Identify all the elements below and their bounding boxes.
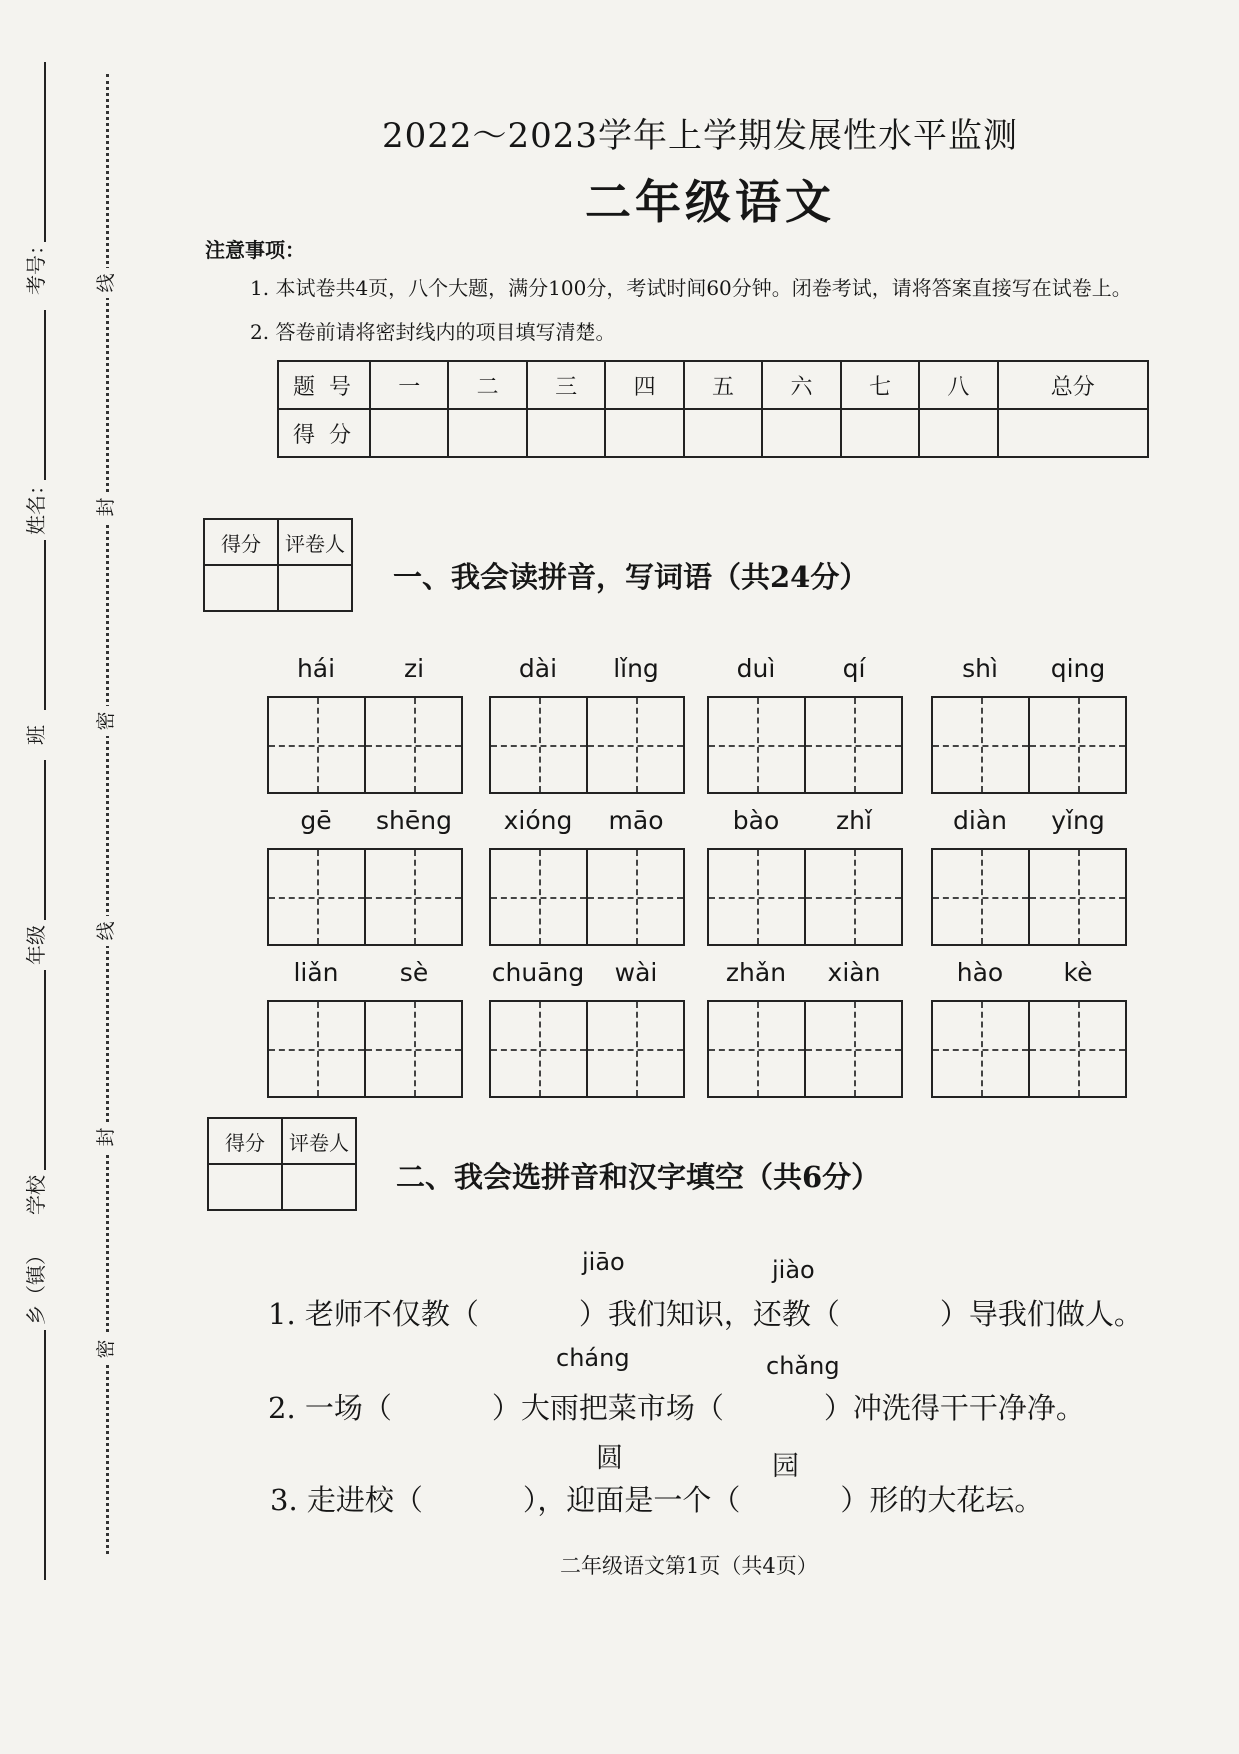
tianzige-cell[interactable]	[707, 1000, 806, 1098]
tianzige-cell[interactable]	[931, 1000, 1030, 1098]
pinyin-syllable: duì	[736, 654, 776, 683]
pinyin-syllable: lǐng	[613, 654, 659, 683]
question-text: 1. 老师不仅教（	[268, 1297, 479, 1331]
question-text: ）我们知识，还教（	[578, 1297, 840, 1331]
pinyin-syllable: dài	[518, 654, 558, 683]
column-label: 八	[919, 361, 997, 409]
name-label: 姓名：	[24, 475, 48, 535]
column-label: 七	[841, 361, 919, 409]
tianzige-cell[interactable]	[931, 848, 1030, 946]
tianzige-cell[interactable]	[489, 848, 588, 946]
tianzige-cell[interactable]	[806, 1000, 903, 1098]
score-row-label: 得分	[278, 409, 370, 457]
pinyin-syllable: zi	[403, 654, 425, 683]
seal-char: 线	[91, 916, 121, 946]
score-cell[interactable]	[370, 409, 448, 457]
tianzige-cell[interactable]	[267, 848, 366, 946]
binding-line	[44, 760, 46, 920]
tianzige-cell[interactable]	[489, 696, 588, 794]
pinyin-word	[707, 958, 903, 1098]
seal-char: 密	[91, 1334, 121, 1364]
question-text: ）大雨把菜市场（	[491, 1391, 724, 1425]
pinyin-word	[489, 806, 685, 946]
character-hint: 圆	[596, 1443, 623, 1474]
binding-line	[44, 1330, 46, 1580]
score-cell[interactable]	[605, 409, 683, 457]
tianzige-cell[interactable]	[806, 848, 903, 946]
pinyin-hint: cháng	[556, 1344, 630, 1372]
grader-name-cell[interactable]	[282, 1164, 356, 1210]
pinyin-syllable: shēng	[376, 806, 452, 835]
tianzige-cell[interactable]	[806, 696, 903, 794]
pinyin-word	[267, 958, 463, 1098]
seal-char: 封	[91, 492, 121, 522]
score-cell[interactable]	[684, 409, 762, 457]
pinyin-hint: chǎng	[766, 1352, 840, 1380]
pinyin-syllable: gē	[300, 806, 332, 835]
column-label: 四	[605, 361, 683, 409]
pinyin-syllable: chuāng	[491, 958, 585, 987]
score-table-header-row	[278, 361, 1148, 409]
pinyin-word	[707, 654, 903, 794]
pinyin-syllable: kè	[1063, 958, 1093, 987]
notice-heading: 注意事项：	[205, 238, 305, 262]
pinyin-word	[489, 654, 685, 794]
grader-box	[207, 1117, 357, 1211]
pinyin-syllable: bào	[732, 806, 780, 835]
tianzige-cell[interactable]	[267, 1000, 366, 1098]
pinyin-syllable: sè	[399, 958, 429, 987]
tianzige-cell[interactable]	[588, 1000, 685, 1098]
notice-item: 2. 答卷前请将密封线内的项目填写清楚。	[250, 320, 616, 344]
pinyin-hint: jiào	[772, 1256, 815, 1284]
pinyin-word	[931, 806, 1127, 946]
grader-box	[203, 518, 353, 612]
subject-title: 二年级语文	[585, 175, 835, 229]
tianzige-cell[interactable]	[588, 696, 685, 794]
binding-line	[44, 540, 46, 710]
grader-name-label: 评卷人	[278, 519, 352, 565]
fill-question	[268, 1292, 1143, 1333]
column-label: 一	[370, 361, 448, 409]
score-table-score-row	[278, 409, 1148, 457]
binding-line	[44, 310, 46, 480]
grader-name-cell[interactable]	[278, 565, 352, 611]
township-label: 乡（镇）	[24, 1245, 48, 1325]
pinyin-syllable: yǐng	[1051, 806, 1105, 835]
exam-number-label: 考号：	[24, 235, 48, 295]
seal-char: 封	[91, 1122, 121, 1152]
question-text: ）导我们做人。	[939, 1297, 1143, 1331]
question-number-label: 题号	[278, 361, 370, 409]
pinyin-word	[931, 958, 1127, 1098]
score-table	[277, 360, 1149, 458]
pinyin-hint: jiāo	[582, 1248, 625, 1276]
fill-question	[268, 1386, 1085, 1427]
tianzige-cell[interactable]	[267, 696, 366, 794]
tianzige-cell[interactable]	[707, 848, 806, 946]
section-2-title: 二、我会选拼音和汉字填空（共6分）	[396, 1160, 881, 1194]
grader-score-label: 得分	[204, 519, 278, 565]
column-label: 五	[684, 361, 762, 409]
grader-score-cell[interactable]	[204, 565, 278, 611]
grader-score-cell[interactable]	[208, 1164, 282, 1210]
binding-line	[44, 62, 46, 242]
pinyin-word	[489, 958, 685, 1098]
grader-score-label: 得分	[208, 1118, 282, 1164]
tianzige-cell[interactable]	[707, 696, 806, 794]
tianzige-cell[interactable]	[931, 696, 1030, 794]
seal-char: 线	[91, 268, 121, 298]
pinyin-syllable: hào	[956, 958, 1004, 987]
question-text: ），迎面是一个（	[522, 1483, 741, 1517]
tianzige-cell[interactable]	[489, 1000, 588, 1098]
column-label: 总分	[998, 361, 1148, 409]
binding-line	[44, 970, 46, 1170]
pinyin-syllable: qing	[1050, 654, 1106, 683]
pinyin-syllable: hái	[296, 654, 336, 683]
question-text: 2. 一场（	[268, 1391, 392, 1425]
tianzige-cell[interactable]	[1030, 696, 1127, 794]
pinyin-syllable: qí	[842, 654, 866, 683]
pinyin-syllable: diàn	[953, 806, 1007, 835]
notice-item: 1. 本试卷共4页，八个大题，满分100分，考试时间60分钟。闭卷考试，请将答案直接写在试卷上。	[250, 276, 1132, 300]
class-label: 班	[24, 725, 48, 745]
page-footer: 二年级语文第1页（共4页）	[560, 1554, 818, 1578]
pinyin-syllable: xiàn	[827, 958, 881, 987]
tianzige-cell[interactable]	[366, 1000, 463, 1098]
fill-question	[270, 1478, 1043, 1519]
pinyin-syllable: xióng	[503, 806, 573, 835]
pinyin-syllable: māo	[608, 806, 664, 835]
score-cell[interactable]	[762, 409, 840, 457]
pinyin-word	[267, 806, 463, 946]
pinyin-syllable: wài	[614, 958, 658, 987]
tianzige-cell[interactable]	[1030, 1000, 1127, 1098]
pinyin-syllable: shì	[962, 654, 998, 683]
column-label: 三	[527, 361, 605, 409]
score-cell[interactable]	[919, 409, 997, 457]
tianzige-cell[interactable]	[1030, 848, 1127, 946]
question-text: ）冲洗得干干净净。	[823, 1391, 1085, 1425]
score-cell[interactable]	[527, 409, 605, 457]
character-hint: 园	[772, 1451, 799, 1482]
question-text: 3. 走进校（	[270, 1483, 423, 1517]
pinyin-word	[707, 806, 903, 946]
score-cell[interactable]	[448, 409, 526, 457]
column-label: 二	[448, 361, 526, 409]
seal-char: 密	[91, 706, 121, 736]
tianzige-cell[interactable]	[588, 848, 685, 946]
pinyin-syllable: zhǐ	[836, 806, 872, 835]
grader-name-label: 评卷人	[282, 1118, 356, 1164]
pinyin-word	[267, 654, 463, 794]
pinyin-syllable: zhǎn	[725, 958, 787, 987]
grade-label: 年级	[24, 925, 48, 965]
score-cell[interactable]	[998, 409, 1148, 457]
pinyin-word	[931, 654, 1127, 794]
tianzige-cell[interactable]	[366, 696, 463, 794]
school-label: 学校	[24, 1175, 48, 1215]
question-text: ）形的大花坛。	[840, 1483, 1044, 1517]
column-label: 六	[762, 361, 840, 409]
pinyin-syllable: liǎn	[293, 958, 339, 987]
tianzige-cell[interactable]	[366, 848, 463, 946]
score-cell[interactable]	[841, 409, 919, 457]
exam-title: 2022～2023学年上学期发展性水平监测	[381, 116, 1019, 156]
section-1-title: 一、我会读拼音，写词语（共24分）	[393, 560, 869, 594]
